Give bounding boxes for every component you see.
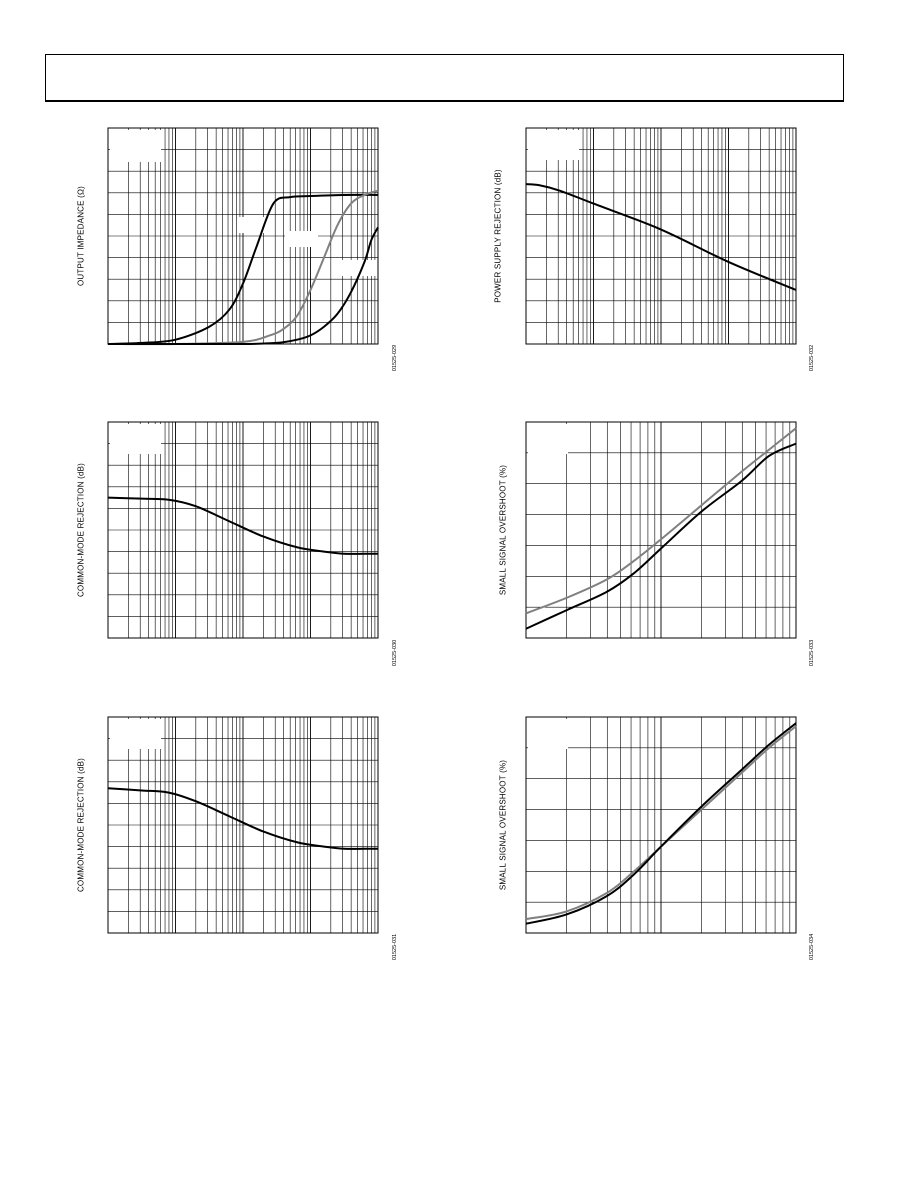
figure-id: 01525-033: [809, 639, 815, 667]
small-signal-overshoot-ylabel-1: SMALL SIGNAL OVERSHOOT (%): [498, 464, 508, 596]
common-mode-rejection-chart-1: [107, 421, 379, 639]
legend-box: [528, 130, 579, 160]
power-supply-rejection-ylabel: POWER SUPPLY REJECTION (dB): [493, 169, 503, 303]
legend-box: [528, 424, 568, 454]
small-signal-overshoot-ylabel-2: SMALL SIGNAL OVERSHOOT (%): [498, 759, 508, 891]
page-header-box: [45, 54, 844, 102]
legend-box: [335, 260, 379, 276]
common-mode-rejection-ylabel-2: COMMON-MODE REJECTION (dB): [76, 757, 86, 893]
legend-box: [285, 231, 318, 247]
power-supply-rejection-chart: [525, 127, 797, 345]
output-impedance-ylabel: OUTPUT IMPEDANCE (Ω): [76, 185, 86, 287]
common-mode-rejection-ylabel-1: COMMON-MODE REJECTION (dB): [76, 462, 86, 598]
figure-id: 01525-031: [392, 933, 398, 961]
figure-id: 01525-029: [392, 344, 398, 372]
common-mode-rejection-chart-2: [107, 716, 379, 934]
output-impedance-chart: [107, 127, 379, 345]
small-signal-overshoot-chart-1: [525, 421, 797, 639]
figure-id: 01525-032: [809, 344, 815, 372]
small-signal-overshoot-chart-2: [525, 716, 797, 934]
legend-box: [110, 130, 161, 162]
figure-id: 01525-030: [392, 639, 398, 667]
legend-box: [110, 719, 161, 749]
legend-box: [528, 719, 568, 749]
legend-box: [110, 424, 161, 454]
figure-id: 01525-034: [809, 933, 815, 961]
